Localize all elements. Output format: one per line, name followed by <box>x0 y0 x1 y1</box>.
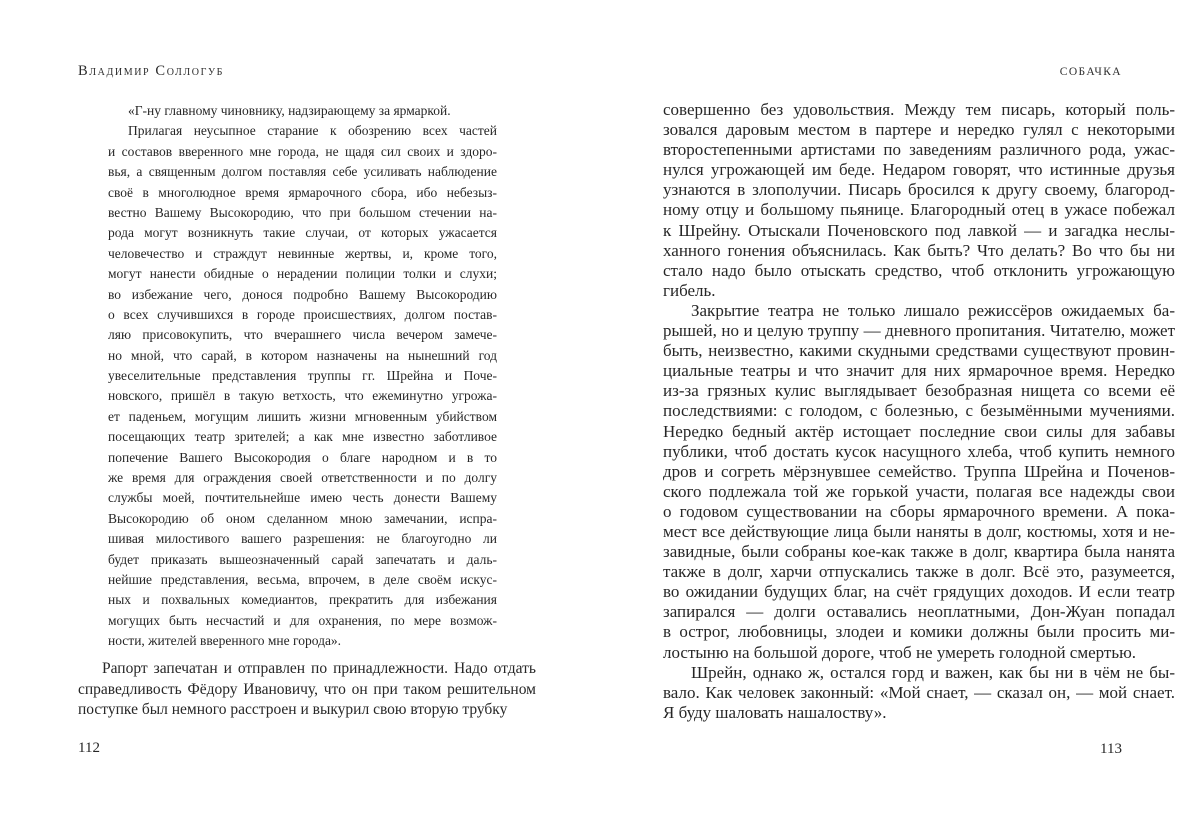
text-line: во избежание чего, донося подробно Вашему Высокородию <box>108 286 497 302</box>
text-line: Рапорт запечатан и отправлен по принадлежности. Надо отдать <box>102 660 536 677</box>
text-line: нулся угрожающей им беде. Недаром говорят, что истинные друзья <box>663 160 1175 180</box>
text-line: своё в многолюдное время ярмарочного сбора, ибо небезыз- <box>108 184 497 200</box>
text-line: о всех случившихся в городе происшествиях, долгом постав- <box>108 306 497 322</box>
text-line: вестно Вашему Высокородию, что при большом стечении на- <box>108 204 497 220</box>
text-line: узнаются в злополучии. Писарь бросился к другу своему, благород- <box>663 180 1175 200</box>
text-line: стало надо было отыскать средство, чтоб отклонить угрожающую <box>663 260 1175 280</box>
paragraph <box>663 100 1175 301</box>
text-line: справедливость Фёдору Ивановичу, что он при таком решительном <box>78 680 536 698</box>
left-page-body-text <box>78 659 536 721</box>
page-number-left: 112 <box>78 740 100 756</box>
text-line: последствиями: с голодом, с болезнью, с безымёнными мучениями. <box>663 401 1175 421</box>
text-line: к Шрейну. Отыскали Поченовского под лавкой — и загадка неслы- <box>663 220 1175 240</box>
text-line: увеселительные представления труппы гг. Шрейна и Поче- <box>108 368 497 384</box>
text-line: могущих быть несчастий и для охранения, по мере возмож- <box>108 612 497 628</box>
report-blockquote <box>108 101 497 652</box>
text-line: ных и похвальных комедиантов, прекратить для избежания <box>108 592 497 608</box>
text-line: зовался даровым местом в партере и нередко гулял с некоторыми <box>663 120 1175 140</box>
right-page-body-text <box>663 100 1175 723</box>
text-line: «Г-ну главному чиновнику, надзирающему за ярмаркой. <box>128 103 451 118</box>
paragraph <box>663 301 1175 663</box>
text-line: дров и согреть мёрзнувшее семейство. Труппа Шрейна и Поченов- <box>663 461 1175 481</box>
text-line: мест все действующие лица были наняты в долг, костюмы, хотя и не- <box>663 521 1175 541</box>
text-line: Нередко бедный актёр истощает последние свои силы для забавы <box>663 421 1175 441</box>
text-line: новского, пришёл в такую ветхость, что ежеминутно угрожа- <box>108 388 497 404</box>
text-line: Высокородию об оном сделанном мною замечании, испра- <box>108 510 497 526</box>
text-line: шивая милостивого вашего разрешения: не благоугодно ли <box>108 531 497 547</box>
text-line: же время для ограждения своей ответственности и по долгу <box>108 470 497 486</box>
text-line: будет приказать вышеозначенный сарай запечатать и даль- <box>108 551 497 567</box>
text-line: гибель. <box>663 280 716 300</box>
text-line: ности, жителей вверенного мне города». <box>108 633 342 649</box>
text-line: из-за грязных кулис выглядывает безобразная нищета со всеми её <box>663 381 1175 401</box>
paragraph <box>108 101 497 121</box>
text-line: вья, а священным долгом поставляя себе усиливать наблюдение <box>108 164 497 180</box>
running-header-author: Владимир Соллогуб <box>78 63 225 79</box>
text-line: лостыню на большой дороге, чтоб не умереть голодной смертью. <box>663 642 1137 662</box>
text-line: рышей, но и целую труппу — дневного пропитания. Читателю, может <box>663 321 1175 341</box>
text-line: поступке был немного расстроен и выкурил свою вторую трубку <box>78 701 508 719</box>
page-number-right: 113 <box>1100 741 1122 757</box>
text-line: быть, неизвестно, какими скудными средствами существуют провин- <box>663 341 1175 361</box>
text-line: циальные театры и что значит для них ярмарочное время. Нередко <box>663 361 1175 381</box>
text-line: публики, чтоб достать кусок насущного хлеба, чтоб купить немного <box>663 441 1175 461</box>
text-line: и составов вверенного мне города, не щадя сил своих и здоро- <box>108 143 497 159</box>
text-line: человечество и страждут невинные жертвы, и, кроме того, <box>108 245 497 261</box>
text-line: в острог, любовницы, злодеи и комики должны были просить ми- <box>663 622 1175 642</box>
text-line: завидные, были собраны кое-как также в долг, квартира была нанята <box>663 542 1175 562</box>
text-line: Я буду шаловать нашалоству». <box>663 702 887 722</box>
text-line: ному отцу и большому пьянице. Благородный отец в ужасе побежал <box>663 200 1175 220</box>
text-line: ского подлежала той же горькой участи, полагая все надежды свои <box>663 481 1175 501</box>
text-line: также в долг, харчи отпускались также в долг. Всё это, разумеется, <box>663 562 1175 582</box>
text-line: ханного гонения объяснилась. Как быть? Что делать? Во что бы ни <box>663 240 1175 260</box>
text-line: вало. Как человек законный: «Мой снает, — сказал он, — мой снает. <box>663 682 1175 702</box>
text-line: могут нанести обидные о нерадении полиции толки и слухи; <box>108 266 497 282</box>
text-line: ет паденьем, могущим лишить жизни мгновенным убийством <box>108 408 497 424</box>
text-line: Закрытие театра не только лишало режиссёров ожидаемых ба- <box>691 300 1175 320</box>
text-line: Шрейн, однако ж, остался горд и важен, как бы ни в чём не бы- <box>691 662 1175 682</box>
text-line: во ожидании будущих благ, на счёт грядущих доходов. И если театр <box>663 582 1175 602</box>
paragraph <box>663 663 1175 723</box>
text-line: совершенно без удовольствия. Между тем писарь, который поль- <box>663 100 1175 119</box>
text-line: запирался — долги оставались неоплатными, Дон-Жуан попадал <box>663 602 1175 622</box>
paragraph <box>108 121 497 651</box>
text-line: попечение Вашего Высокородия о благе народном и в то <box>108 449 497 465</box>
text-line: рода могут возникнуть такие случаи, от которых ужасается <box>108 225 497 241</box>
text-line: нейшие представления, весьма, впрочем, в деле своём искус- <box>108 571 497 587</box>
text-line: второстепенными артистами по заведениям различного рода, ужас- <box>663 140 1175 160</box>
text-line: Прилагая неусыпное старание к обозрению всех частей <box>128 123 497 139</box>
text-line: посещающих театр зрителей; а как мне известно заботливое <box>108 429 497 445</box>
text-line: ляю присовокупить, что вчерашнего числа вечером замече- <box>108 327 497 343</box>
running-header-title: СОБАЧКА <box>1059 66 1122 78</box>
text-line: службы моей, почтительнейше имею честь донести Вашему <box>108 490 497 506</box>
text-line: но мной, что сарай, в котором назначены на нынешний год <box>108 347 497 363</box>
text-line: о годовом существовании на сборы ярмарочного времени. А пока- <box>663 501 1175 521</box>
paragraph <box>78 659 536 721</box>
